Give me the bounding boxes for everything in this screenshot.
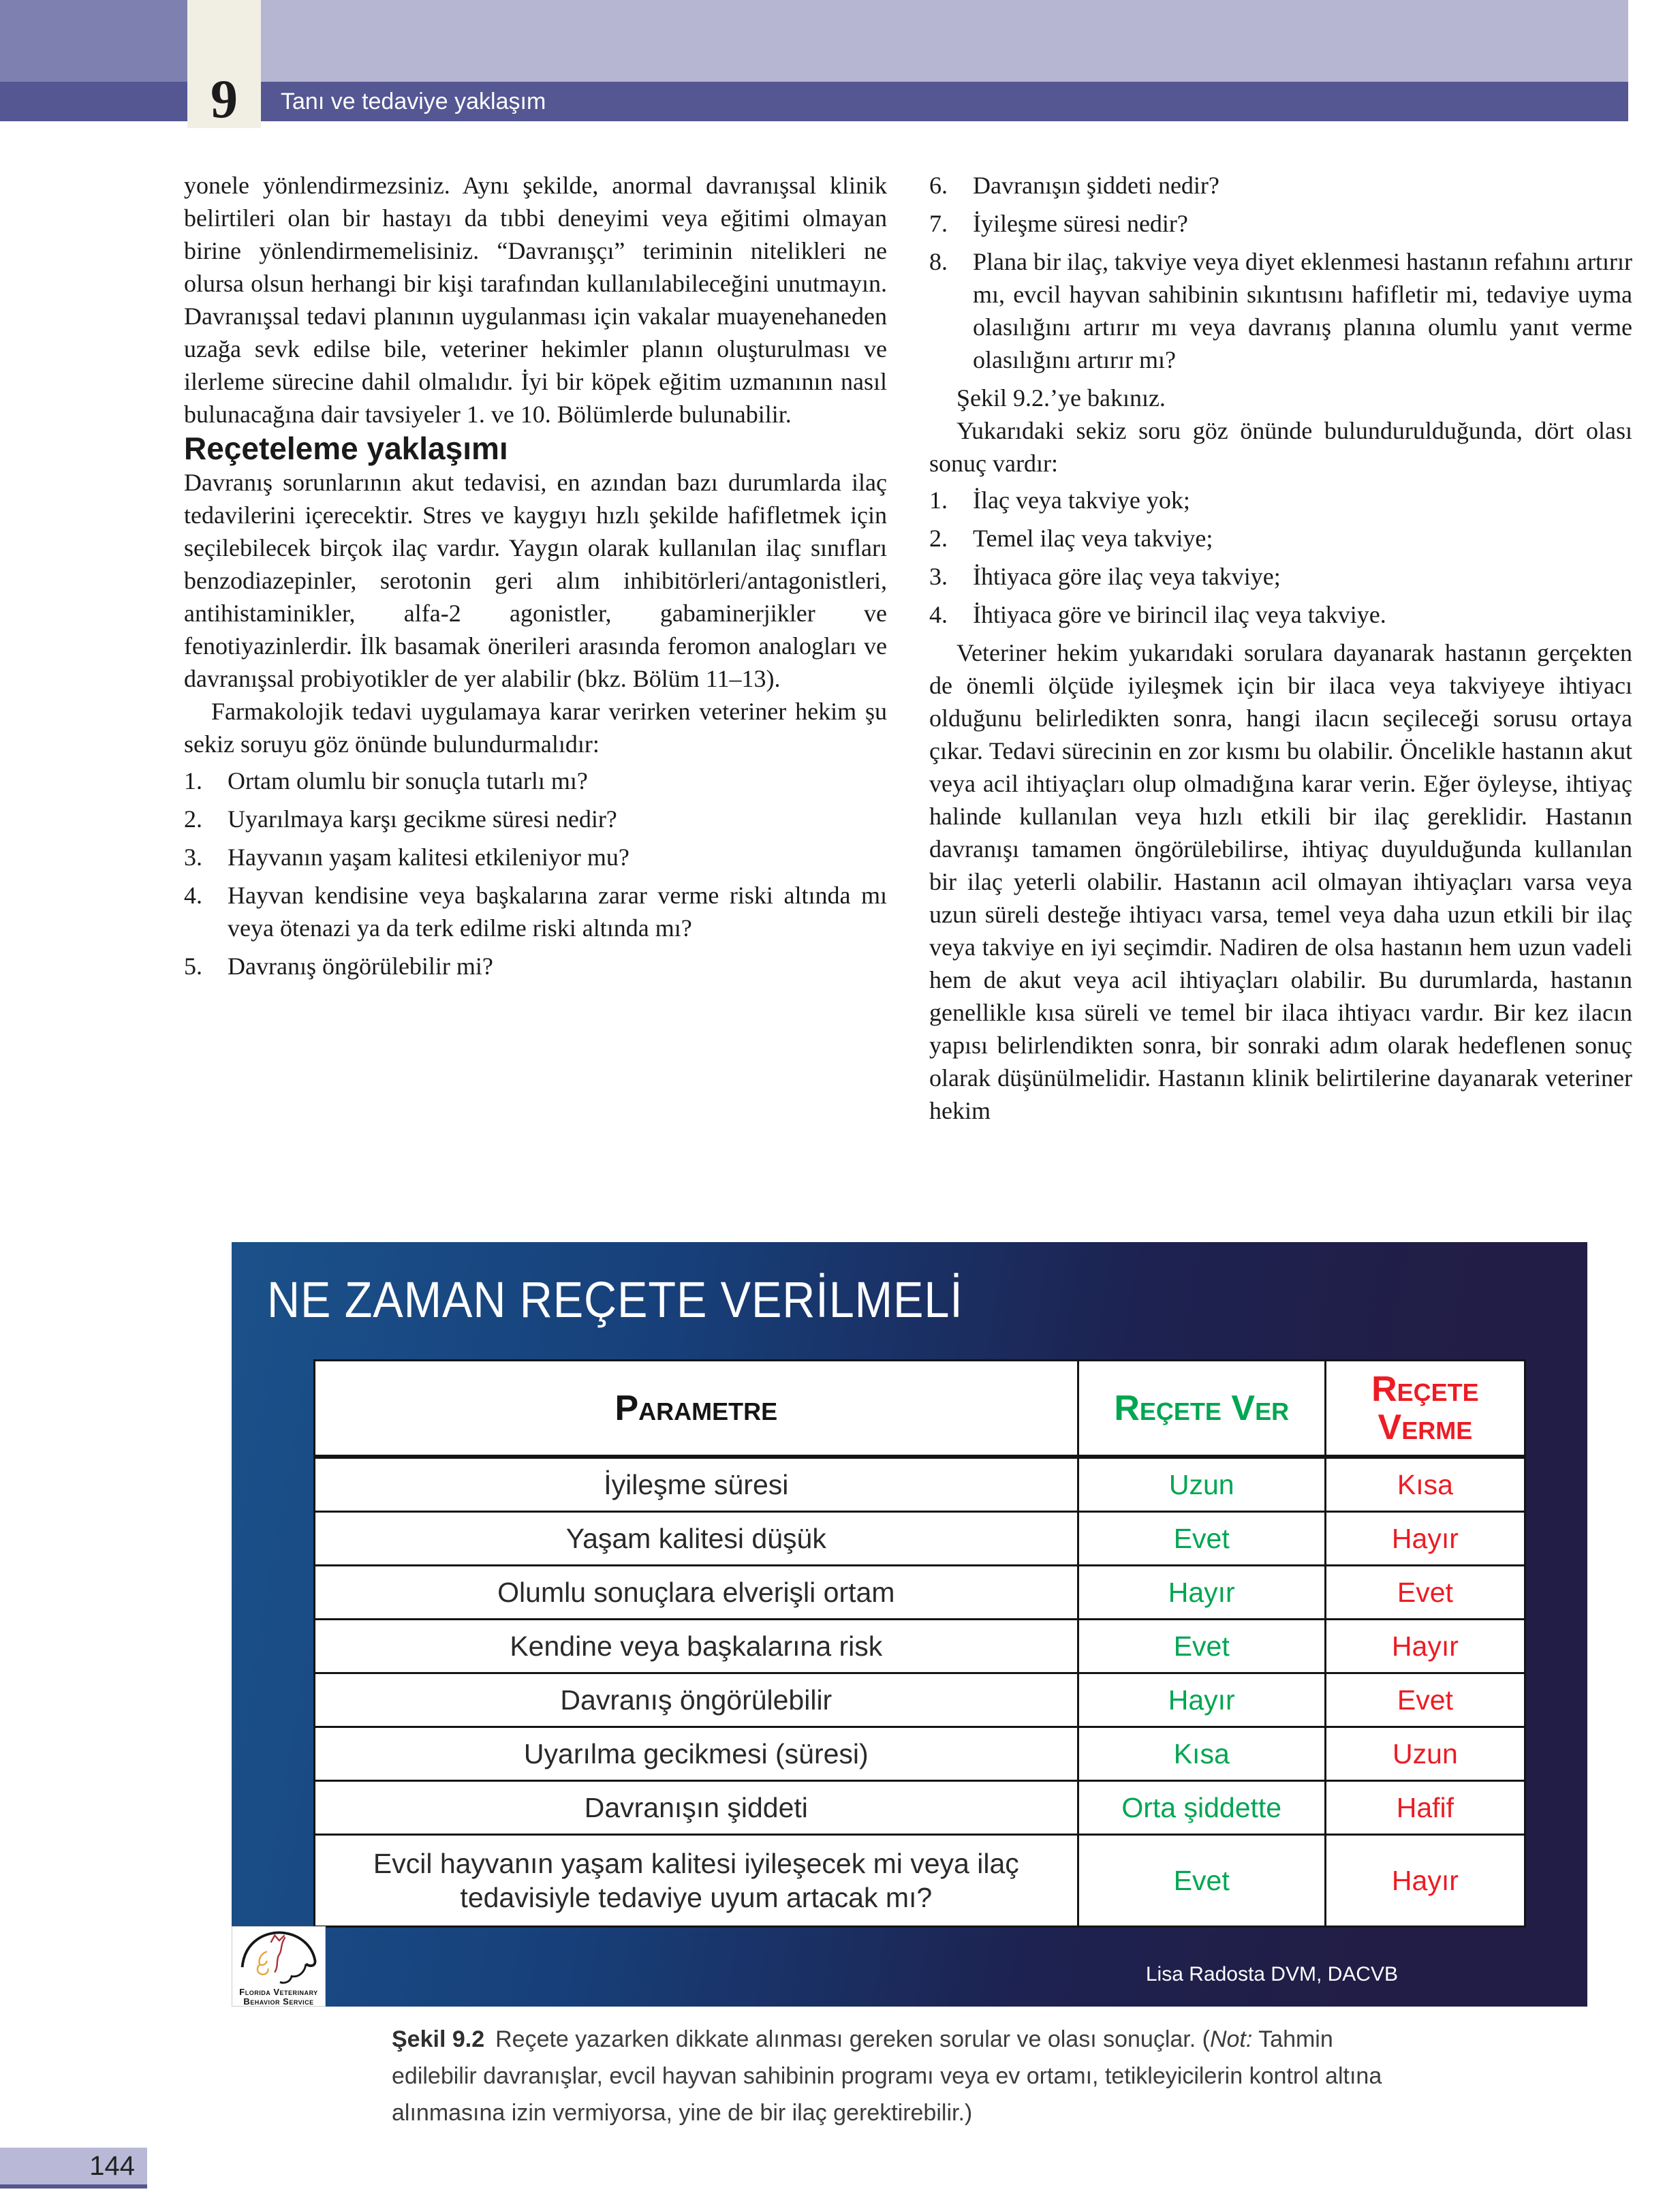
cell-no-prescribe: Evet bbox=[1326, 1674, 1524, 1726]
list-text: Plana bir ilaç, takviye veya diyet eklenmesi hastanın refahını artırır mı, evcil hayvan sahibinin sıkıntısını hafifletir mi, tedaviye uyma olasılığını artırır mı veya davranış planına olumlu yanıt verme olasılığını artırır mı? bbox=[973, 248, 1632, 373]
list-item bbox=[184, 803, 887, 835]
cell-parameter: Kendine veya başkalarına risk bbox=[315, 1620, 1077, 1672]
list-item bbox=[929, 169, 1632, 202]
list-text: Uyarılmaya karşı gecikme süresi nedir? bbox=[228, 805, 617, 833]
paragraph: yonele yönlendirmezsiniz. Aynı şekilde, anormal davranışsal klinik belirtileri olan bir hastayı da tıbbi deneyimi veya eğitimi olmayan birine yönlendirmemelisiniz. “Davranışçı” teriminin nitelikleri ne olursa olsun herhangi bir kişi tarafından kullanılabileceğini unutmayın. Davranışsal tedavi planının uygulanması için vakalar muayenehaneden uzağa sevk edilse bile, veteriner hekimler planın oluşturulması ve ilerleme sürecine dahil olmalıdır. İyi bir köpek eğitim uzmanının nasıl bulunacağına dair tavsiyeler 1. ve 10. Bölümlerde bulunabilir. bbox=[184, 172, 887, 428]
list-number: 1. bbox=[184, 767, 202, 794]
cell-parameter: Evcil hayvanın yaşam kalitesi iyileşecek mi veya ilaç tedavisiyle tedaviye uyum artacak mı? bbox=[315, 1836, 1077, 1926]
cell-no-prescribe: Hayır bbox=[1326, 1620, 1524, 1672]
list-item bbox=[929, 560, 1632, 593]
cell-no-prescribe: Kısa bbox=[1326, 1459, 1524, 1511]
list-number: 2. bbox=[184, 805, 202, 833]
cell-prescribe: Uzun bbox=[1079, 1459, 1324, 1511]
list-number: 4. bbox=[929, 601, 948, 628]
paragraph: Davranış sorunlarının akut tedavisi, en azından bazı durumlarda ilaç tedavilerini içerecektir. Stres ve kaygıyı hızlı şekilde hafifletmek için seçilebilecek birçok ilaç vardır. Yaygın olarak kullanılan ilaç sınıfları benzodiazepinler, serotonin geri alım inhibitörleri/antagonistleri, antihistaminikler, alfa-2 agonistler, gabaminerjikler ve fenotiyazinlerdir. İlk basamak önerileri arasında feromon analogları ve davranışsal probiyotikler de yer alabilir (bkz. Bölüm 11–13). bbox=[184, 469, 887, 692]
cell-parameter: Yaşam kalitesi düşük bbox=[315, 1513, 1077, 1564]
list-item bbox=[184, 879, 887, 944]
paragraph: Veteriner hekim yukarıdaki sorulara dayanarak hastanın gerçekten de önemli ölçüde iyileşmek için bir ilaca veya takviyeye ihtiyacı olduğunu belirledikten sonra, hangi ilacın seçileceği sorusu ortaya çıkar. Tedavi sürecinin en zor kısmı bu olabilir. Öncelikle hastanın akut veya acil ihtiyaçları olup olmadığına karar verin. Eğer öyleyse, ihtiyaç halinde kullanılan veya hızlı etkili bir ilaç gereklidir. Hastanın davranışı tamamen öngörülebilirse, ihtiyaç duyulduğunda kullanılan bir ilaç yeterli olabilir. Hastanın acil olmayan ihtiyaçları varsa veya uzun süreli desteğe ihtiyacı varsa, temel veya daha uzun etkili bir ilaç veya takviye en iyi seçimdir. Nadiren de olsa hastanın hem uzun vadeli hem de akut veya acil ihtiyaçları olabilir. Bu durumlarda, hastanın genellikle kısa süreli ve temel bir ilaca ihtiyacı vardır. Bir kez ilacın yapısı belirlendikten sonra, bir sonraki adım olarak hedeflenen sonuç olarak düşünülmelidir. Hastanın klinik belirtilerine dayanarak veteriner hekim bbox=[929, 639, 1632, 1124]
dog-cat-bird-logo-icon bbox=[232, 1927, 325, 1984]
list-number: 5. bbox=[184, 953, 202, 980]
list-text: İhtiyaca göre ilaç veya takviye; bbox=[973, 563, 1281, 590]
list-text: Hayvan kendisine veya başkalarına zarar verme riski altında mı veya ötenazi ya da terk edilme riski altında mı? bbox=[228, 882, 887, 942]
cell-parameter: Olumlu sonuçlara elverişli ortam bbox=[315, 1566, 1077, 1618]
list-item bbox=[929, 522, 1632, 555]
logo-text-line2: Behavior Service bbox=[243, 1996, 314, 2007]
cell-prescribe: Orta şiddette bbox=[1079, 1782, 1324, 1834]
list-item bbox=[929, 245, 1632, 376]
chapter-number-stripe bbox=[187, 0, 261, 128]
cell-prescribe: Evet bbox=[1079, 1836, 1324, 1926]
list-number: 4. bbox=[184, 882, 202, 909]
body-right-column bbox=[929, 169, 1632, 1127]
figure-9-2 bbox=[232, 1242, 1587, 2007]
caption-text: Tahmin edilebilir davranışlar, evcil hayvan sahibinin programı veya ev ortamı, tetikleyicilerin kontrol altına alınmasına izin vermiyorsa, yine de bir ilaç gerektirebilir.) bbox=[392, 2026, 1382, 2126]
prescribing-table bbox=[313, 1359, 1526, 1928]
cell-no-prescribe: Hayır bbox=[1326, 1836, 1524, 1926]
list-number: 3. bbox=[929, 563, 948, 590]
list-item bbox=[184, 841, 887, 873]
numbered-list bbox=[929, 169, 1632, 376]
figure-attribution: Lisa Radosta DVM, DACVB bbox=[1145, 1963, 1398, 1985]
cell-no-prescribe: Hafif bbox=[1326, 1782, 1524, 1834]
table-header-prescribe: Reçete Ver bbox=[1079, 1361, 1324, 1457]
list-text: Davranışın şiddeti nedir? bbox=[973, 172, 1219, 199]
list-item bbox=[929, 484, 1632, 516]
list-text: İhtiyaca göre ve birincil ilaç veya takviye. bbox=[973, 601, 1386, 628]
list-item bbox=[184, 764, 887, 797]
section-heading: Reçeteleme yaklaşımı bbox=[184, 431, 508, 466]
table-header-no-prescribe: Reçete Verme bbox=[1326, 1361, 1524, 1457]
cell-no-prescribe: Evet bbox=[1326, 1566, 1524, 1618]
cell-prescribe: Kısa bbox=[1079, 1728, 1324, 1780]
cell-parameter: Davranışın şiddeti bbox=[315, 1782, 1077, 1834]
paragraph: Yukarıdaki sekiz soru göz önünde bulundurulduğunda, dört olası sonuç vardır: bbox=[929, 417, 1632, 477]
caption-text: Reçete yazarken dikkate alınması gereken sorular ve olası sonuçlar. ( bbox=[495, 2026, 1210, 2052]
figure-caption bbox=[392, 2021, 1392, 2131]
list-item bbox=[184, 950, 887, 983]
cell-prescribe: Evet bbox=[1079, 1620, 1324, 1672]
list-number: 3. bbox=[184, 844, 202, 871]
cell-parameter: Uyarılma gecikmesi (süresi) bbox=[315, 1728, 1077, 1780]
figure-reference: Şekil 9.2.’ye bakınız. bbox=[956, 384, 1166, 412]
cell-parameter: İyileşme süresi bbox=[315, 1459, 1077, 1511]
table-header-parameter: Parametre bbox=[315, 1361, 1077, 1457]
list-number: 8. bbox=[929, 248, 948, 275]
cell-no-prescribe: Uzun bbox=[1326, 1728, 1524, 1780]
list-number: 7. bbox=[929, 210, 948, 237]
list-text: İyileşme süresi nedir? bbox=[973, 210, 1188, 237]
paragraph: Farmakolojik tedavi uygulamaya karar verirken veteriner hekim şu sekiz soruyu göz önünde bulundurmalıdır: bbox=[184, 698, 887, 758]
page-number: 144 bbox=[89, 2150, 135, 2181]
body-left-column bbox=[184, 169, 887, 988]
caption-label: Şekil 9.2 bbox=[392, 2026, 485, 2052]
list-number: 2. bbox=[929, 525, 948, 552]
logo-text-line1: Florida Veterinary bbox=[239, 1987, 318, 1997]
figure-title: NE ZAMAN REÇETE VERİLMELİ bbox=[267, 1271, 963, 1328]
header-band-top-right bbox=[261, 0, 1628, 82]
header-band-top-left bbox=[0, 0, 187, 82]
list-text: Davranış öngörülebilir mi? bbox=[228, 953, 493, 980]
list-number: 1. bbox=[929, 486, 948, 514]
list-text: Ortam olumlu bir sonuçla tutarlı mı? bbox=[228, 767, 588, 794]
cell-prescribe: Hayır bbox=[1079, 1566, 1324, 1618]
list-item bbox=[929, 598, 1632, 631]
numbered-list bbox=[184, 764, 887, 983]
fvbs-logo bbox=[232, 1926, 326, 2007]
list-item bbox=[929, 207, 1632, 240]
cell-no-prescribe: Hayır bbox=[1326, 1513, 1524, 1564]
cell-prescribe: Hayır bbox=[1079, 1674, 1324, 1726]
list-text: Temel ilaç veya takviye; bbox=[973, 525, 1213, 552]
chapter-number: 9 bbox=[211, 69, 238, 129]
list-text: İlaç veya takviye yok; bbox=[973, 486, 1190, 514]
chapter-title: Tanı ve tedaviye yaklaşım bbox=[281, 89, 546, 114]
cell-parameter: Davranış öngörülebilir bbox=[315, 1674, 1077, 1726]
cell-prescribe: Evet bbox=[1079, 1513, 1324, 1564]
caption-note-label: Not: bbox=[1209, 2026, 1253, 2052]
list-text: Hayvanın yaşam kalitesi etkileniyor mu? bbox=[228, 844, 629, 871]
list-number: 6. bbox=[929, 172, 948, 199]
numbered-list bbox=[929, 484, 1632, 631]
page-number-footer bbox=[0, 2148, 147, 2189]
